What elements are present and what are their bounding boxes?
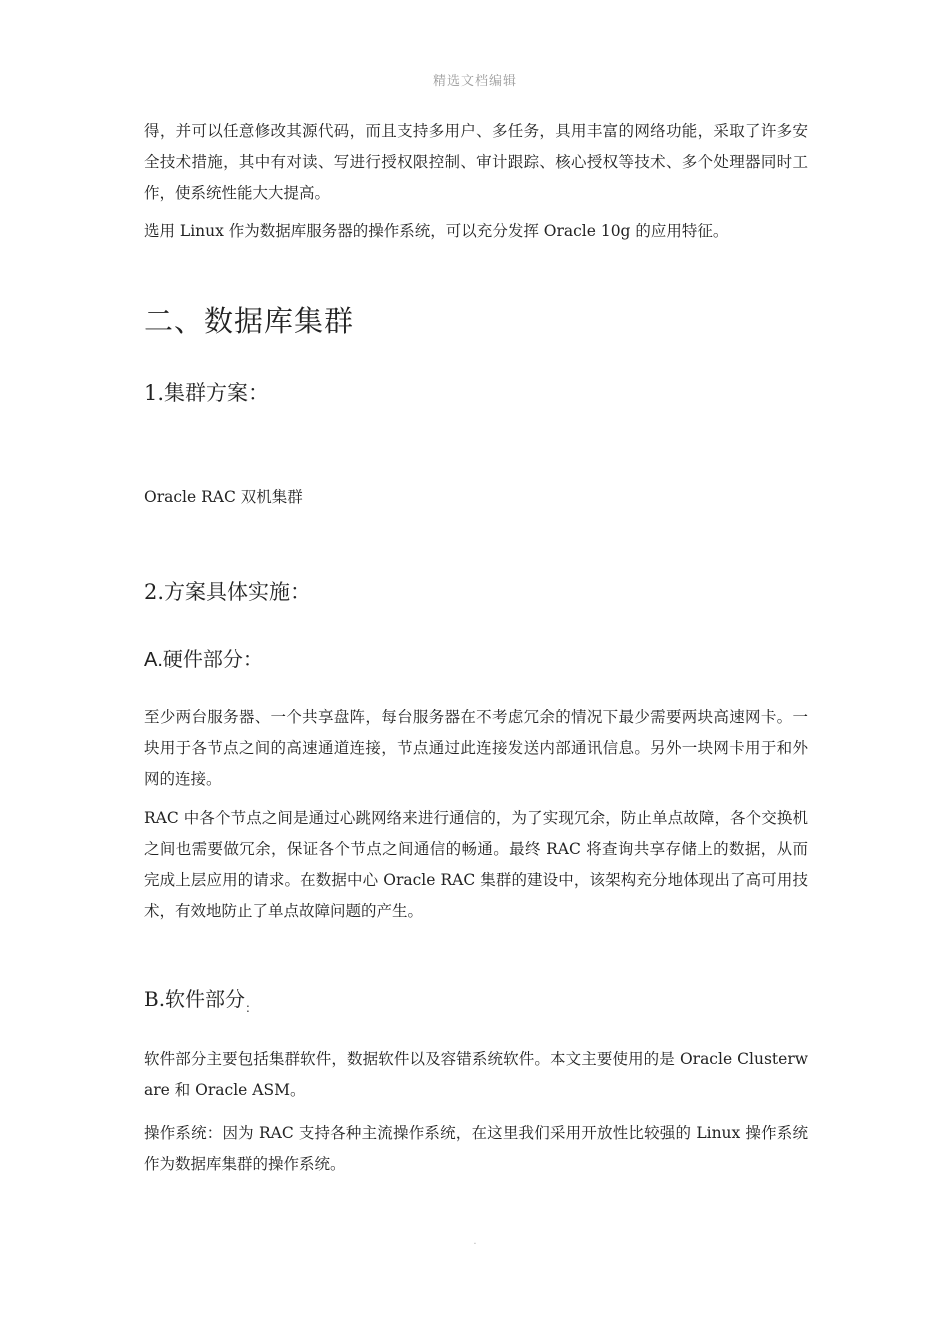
hardware-heading-prefix: A. xyxy=(144,649,163,671)
software-paragraph-1-wrapper xyxy=(144,1044,808,1106)
paragraph-linux-choice xyxy=(144,216,808,247)
section-heading-wrapper xyxy=(144,301,808,341)
paragraph-intro-continued xyxy=(144,116,808,209)
subsection-heading-cluster-plan: 1.集群方案： xyxy=(144,381,270,405)
software-heading xyxy=(144,984,808,1023)
software-paragraph-2: 操作系统：因为 RAC 支持各种主流操作系统，在这里我们采用开放性比较强的 Linux 操作系统作为数据库集群的操作系统。 xyxy=(144,1124,808,1173)
subsection-2-wrapper xyxy=(144,577,808,607)
hardware-heading xyxy=(144,644,808,675)
body-paragraph: 选用 Linux 作为数据库服务器的操作系统，可以充分发挥 Oracle 10g 的应用特征。 xyxy=(144,222,729,240)
software-heading-wrapper xyxy=(144,984,808,1023)
section-heading: 二、数据库集群 xyxy=(144,304,355,338)
cluster-plan-text: Oracle RAC 双机集群 xyxy=(144,488,303,506)
hardware-paragraph-2: RAC 中各个节点之间是通过心跳网络来进行通信的，为了实现冗余，防止单点故障，各个交换机之间也需要做冗余，保证各个节点之间通信的畅通。最终 RAC 将查询共享存储上的数据，从而完成上层应用的请求。在数据中心 Oracle RAC 集群的建设中，该架构充分地体现出了高可用技术，有效地防止了单点故障问题的产生。 xyxy=(144,809,808,920)
subsection-heading-implementation: 2.方案具体实施： xyxy=(144,580,312,604)
hardware-paragraph-1: 至少两台服务器、一个共享盘阵，每台服务器在不考虑冗余的情况下最少需要两块高速网卡。一块用于各节点之间的高速通道连接，节点通过此连接发送内部通讯信息。另外一块网卡用于和外网的连接。 xyxy=(144,708,808,788)
hardware-heading-wrapper xyxy=(144,644,808,675)
subsection-1-wrapper xyxy=(144,378,808,408)
software-paragraph-1: 软件部分主要包括集群软件，数据软件以及容错系统软件。本文主要使用的是 Oracle Clusterware 和 Oracle ASM。 xyxy=(144,1050,808,1099)
software-heading-text: B.软件部分 xyxy=(144,987,246,1011)
body-paragraph: 得，并可以任意修改其源代码，而且支持多用户、多任务，具用丰富的网络功能，采取了许多安全技术措施，其中有对读、写进行授权限控制、审计跟踪、核心授权等技术、多个处理器同时工作，使系统性能大大提高。 xyxy=(144,122,808,202)
page-footer-dot: . xyxy=(473,1236,477,1247)
software-heading-colon: ： xyxy=(245,1001,258,1015)
hardware-paragraph-1-wrapper xyxy=(144,702,808,795)
software-paragraph-2-wrapper xyxy=(144,1118,808,1180)
hardware-heading-text: 硬件部分： xyxy=(162,647,263,671)
cluster-plan-text-wrapper xyxy=(144,482,808,513)
hardware-paragraph-2-wrapper xyxy=(144,803,808,927)
page-header: 精选文档编辑 xyxy=(432,74,517,89)
